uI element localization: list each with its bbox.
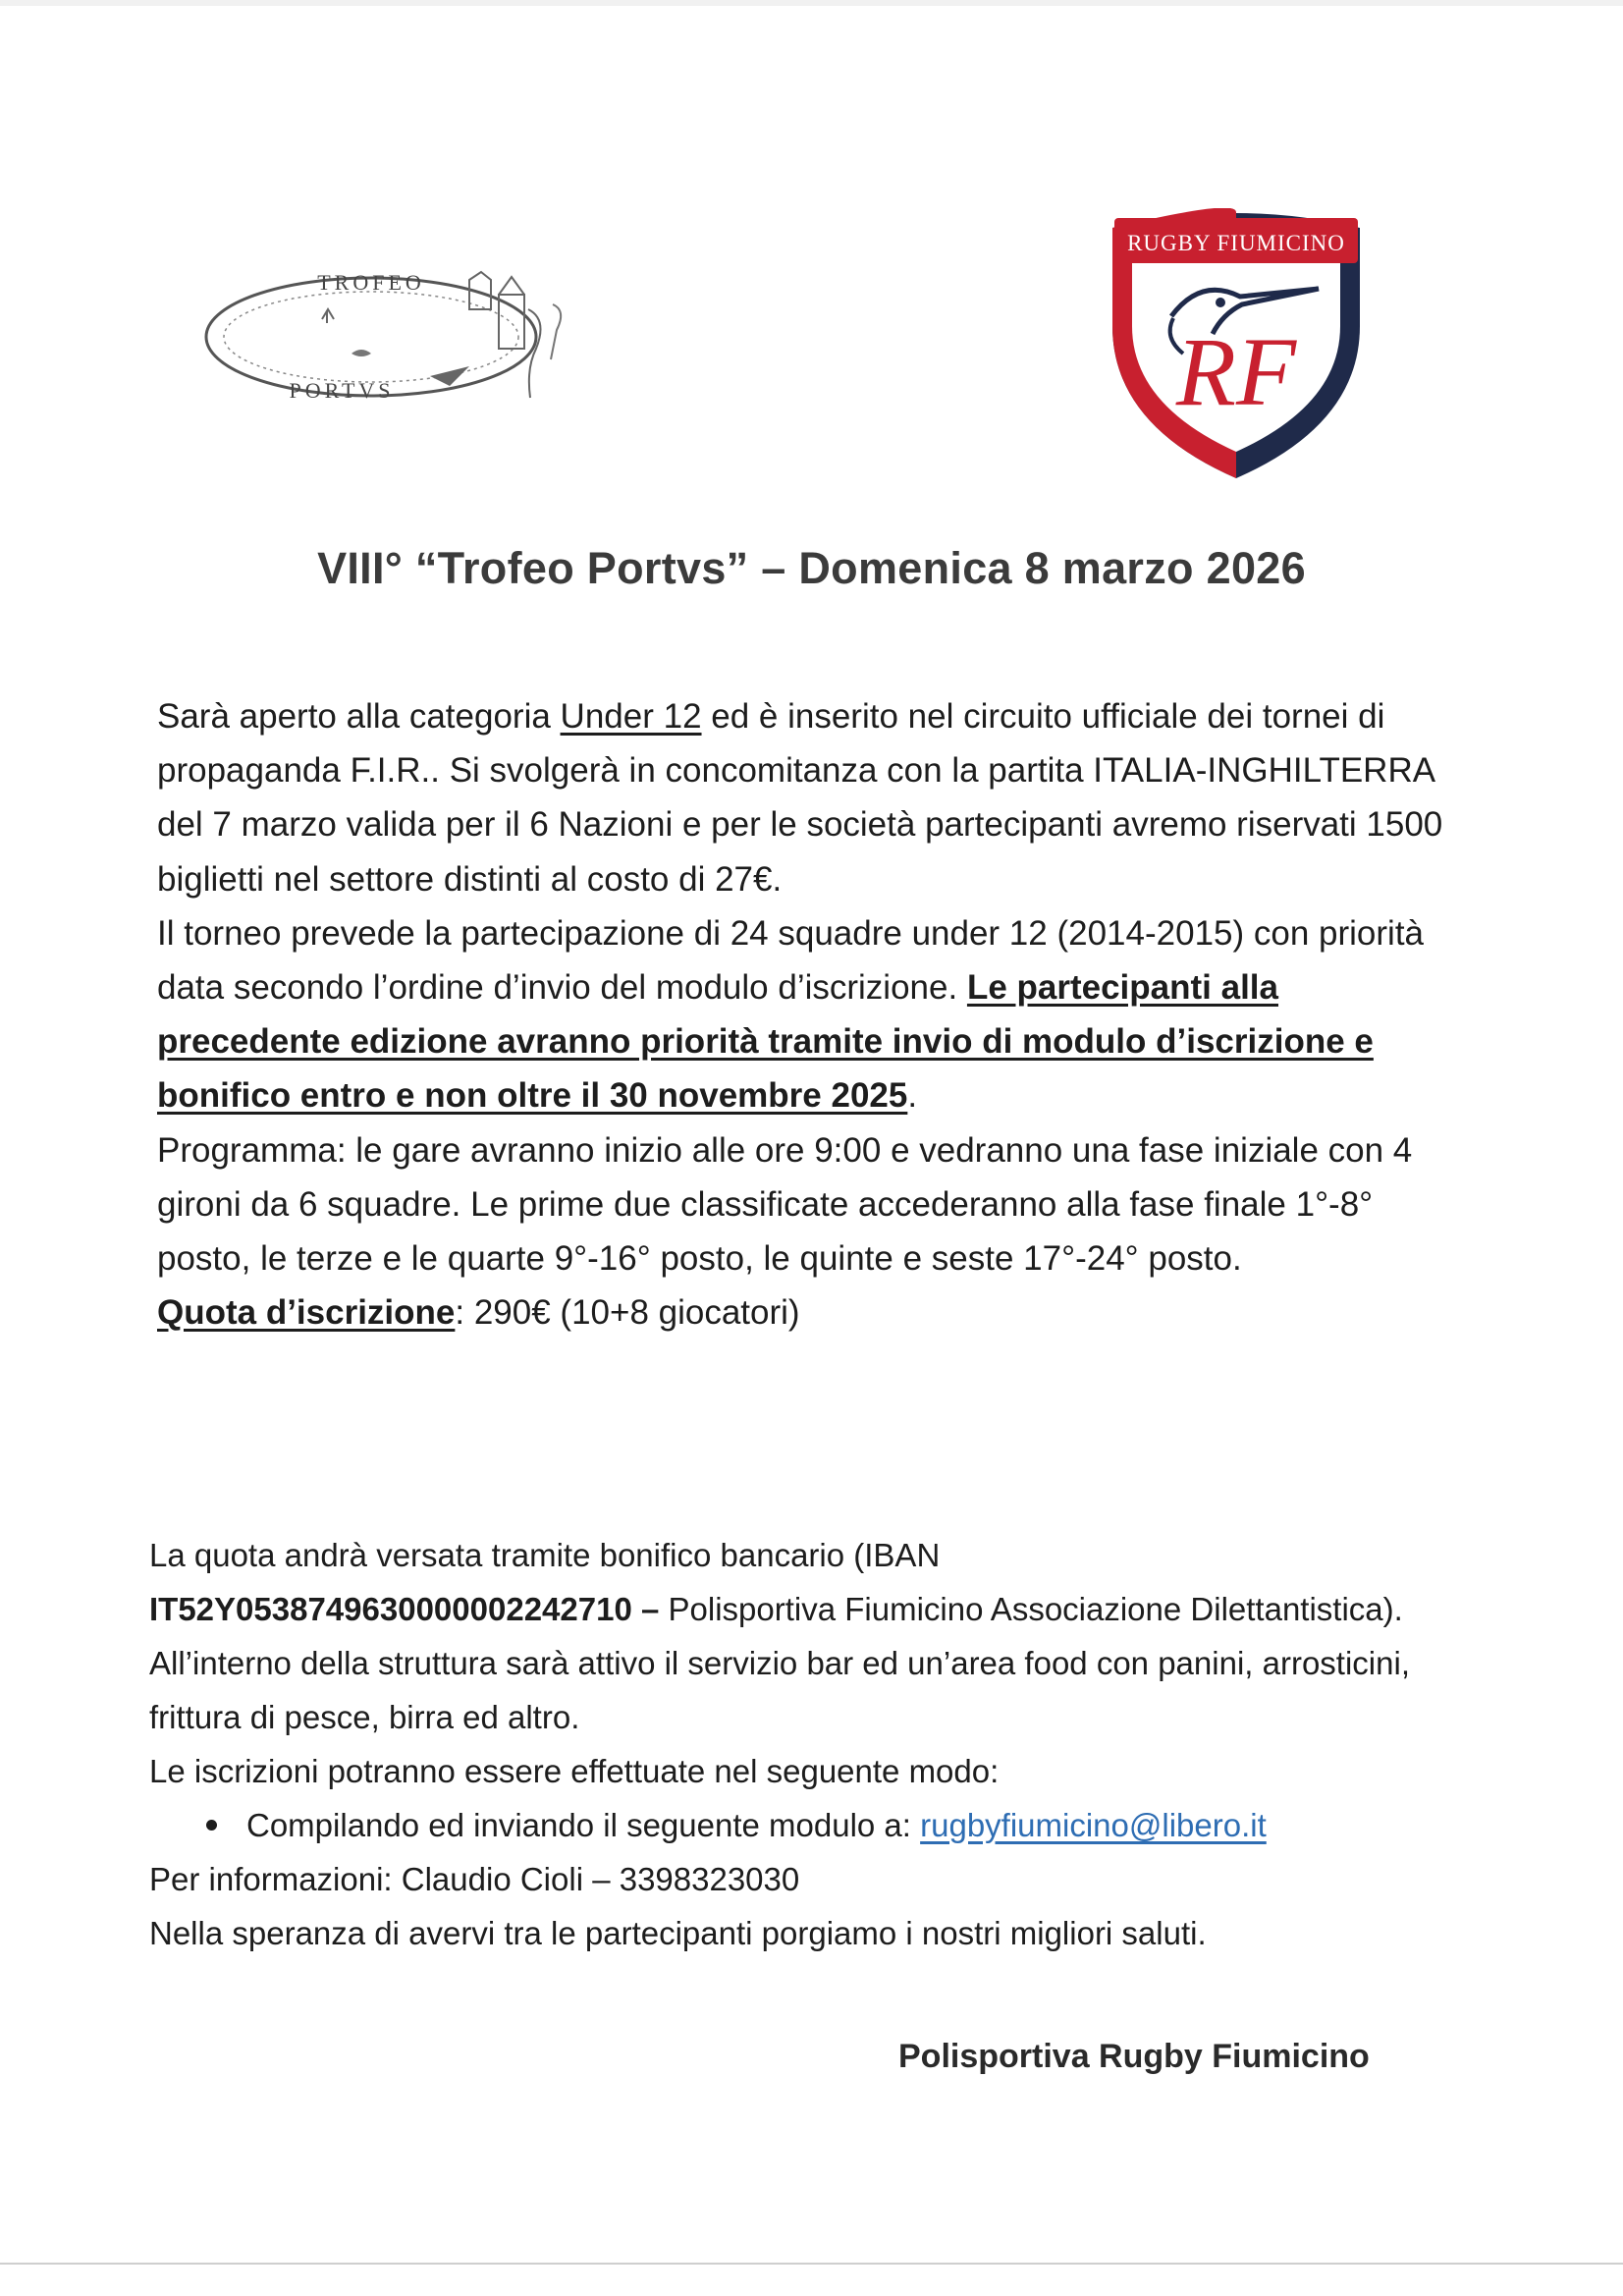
payment-section [149,1528,1485,1960]
intro-rest: ed è inserito nel circuito ufficiale dei tornei di propaganda F.I.R.. Si svolgerà in concomitanza con la partita ITALIA-INGHILTERRA del 7 marzo valida per il 6 Nazioni e per le società partecipanti avremo riservati 1500 biglietti nel settore distinti al costo di 27€. [157,697,1443,899]
scan-edge-bottom [0,2263,1623,2265]
participation-paragraph [157,906,1463,1123]
quota-line [157,1285,1463,1339]
intro-paragraph [157,689,1463,906]
rugby-fiumicino-logo [1103,208,1370,485]
bullet-text: Compilando ed inviando il seguente modulo a: [246,1807,921,1843]
priority-note: Le partecipanti alla precedente edizione avranno priorità tramite invio di modulo d’iscrizione e bonifico entro e non oltre il 30 novembre 2025 [157,968,1374,1116]
registration-intro: Le iscrizioni potranno essere effettuate nel seguente modo: [149,1753,1000,1789]
bullet-icon [206,1820,217,1831]
participation-text: Il torneo prevede la partecipazione di 24 squadre under 12 (2014-2015) con priorità data secondo l’ordine d’invio del modulo d’iscrizione. [157,913,1425,1008]
contact-line: Per informazioni: Claudio Cioli – 3398323030 [149,1861,800,1897]
programma-paragraph: Programma: le gare avranno inizio alle ore 9:00 e vedranno una fase iniziale con 4 gironi da 6 squadre. Le prime due classificate accederanno alla fase finale 1°-8° posto, le terze e le quarte 9°-16° posto, le quinte e seste 17°-24° posto. [157,1130,1413,1279]
trofeo-portvs-logo [175,250,607,427]
iban-number: IT52Y0538749630000002242710 – [149,1591,660,1627]
scan-edge [0,0,1623,6]
signature: Polisportiva Rugby Fiumicino [898,2038,1370,2075]
closing-line: Nella speranza di avervi tra le partecipanti porgiamo i nostri migliori saluti. [149,1915,1207,1951]
page-title: VIII° “Trofeo Portvs” – Domenica 8 marzo 2026 [317,543,1306,593]
club-monogram: RF [1175,317,1297,426]
quota-label: Quota d’iscrizione [157,1293,456,1333]
beneficiary-text: Polisportiva Fiumicino Associazione Dilettantistica). [659,1591,1403,1627]
payment-intro: La quota andrà versata tramite bonifico bancario (IBAN [149,1537,941,1573]
email-link[interactable]: rugbyfiumicino@libero.it [920,1807,1267,1843]
services-paragraph: All’interno della struttura sarà attivo il servizio bar ed un’area food con panini, arrosticini, frittura di pesce, birra ed altro. [149,1645,1410,1735]
registration-bullet [149,1798,1485,1852]
iban-line [149,1582,1485,1636]
quota-value: : 290€ (10+8 giocatori) [455,1293,800,1333]
club-banner-text: RUGBY FIUMICINO [1127,231,1345,255]
trofeo-logo-bottom-text: PORTVS [289,378,395,403]
participation-end: . [907,1076,918,1116]
category-underlined: Under 12 [560,697,702,736]
body-text [157,689,1463,1339]
intro-prefix: Sarà aperto alla categoria [157,697,561,736]
trofeo-logo-top-text: TROFEO [317,270,425,295]
